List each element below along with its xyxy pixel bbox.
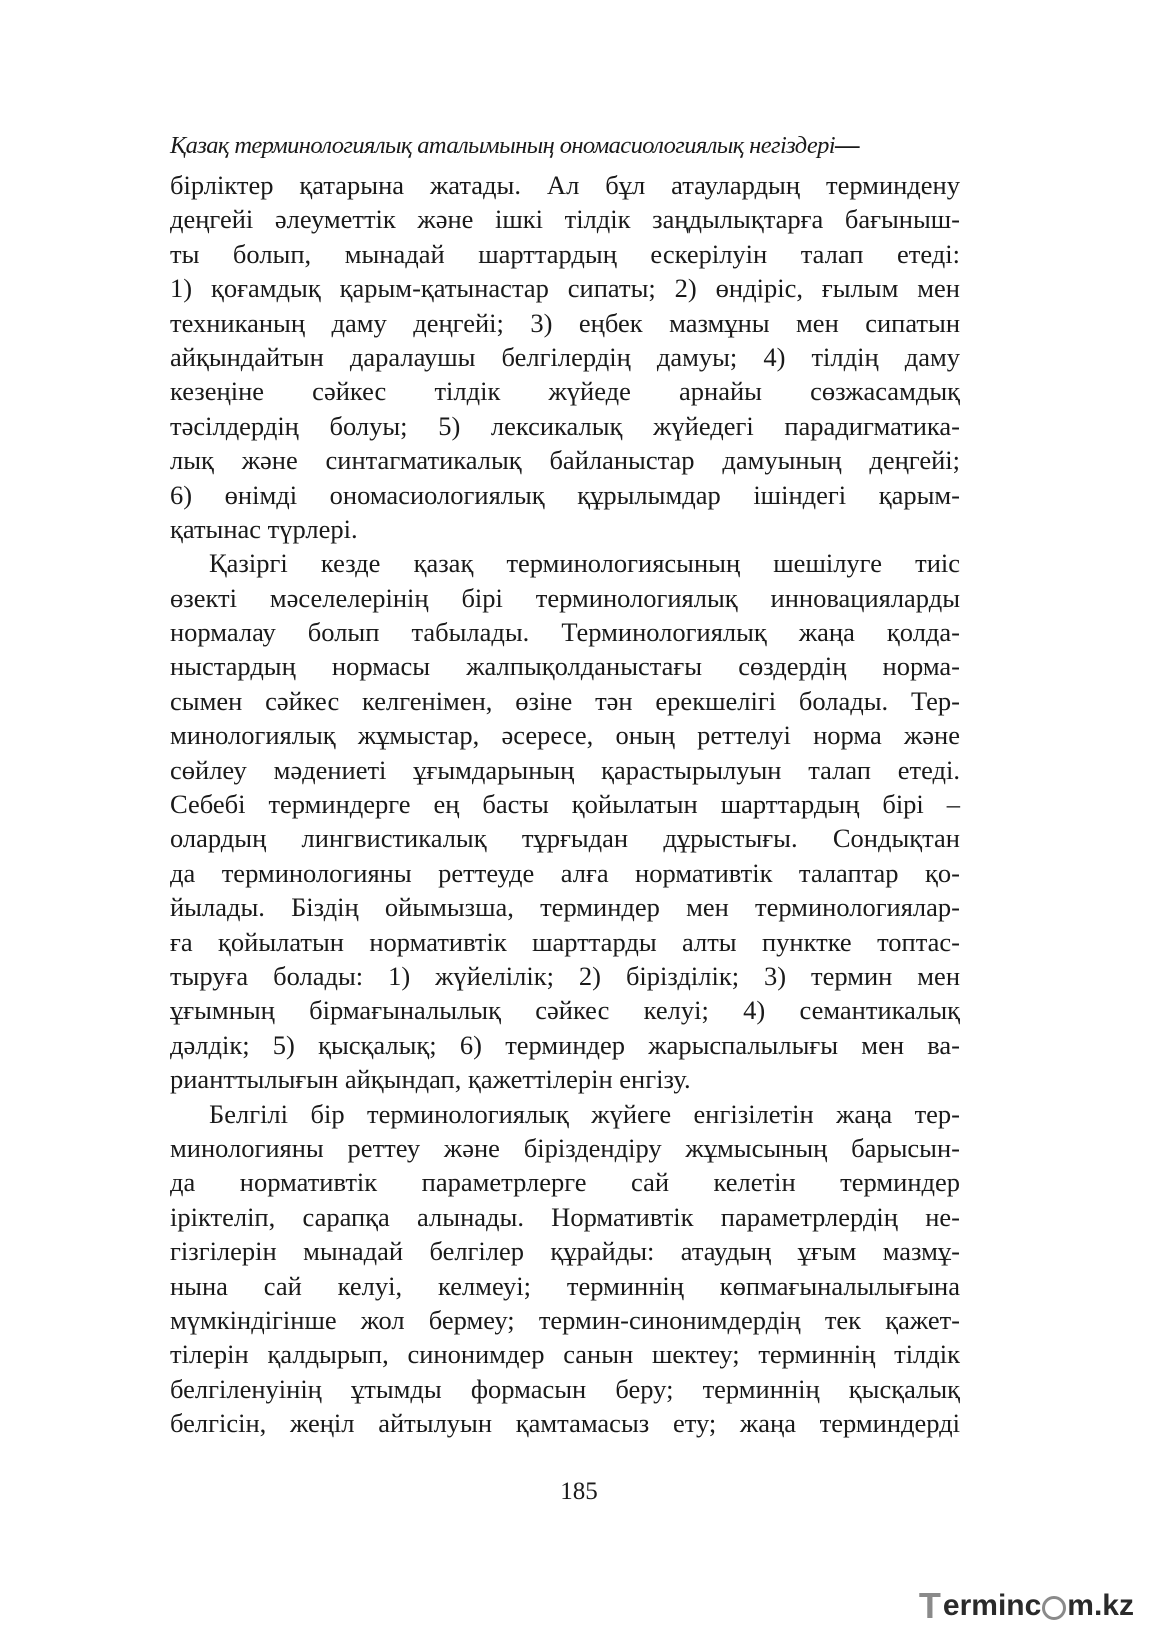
text-line: сөйлеу мәдениеті ұғымдарының қарастырылуын талап етеді.	[170, 754, 960, 785]
text-line: да терминологияны реттеуде алға нормативтік талаптар қо-	[170, 857, 960, 888]
paragraph-3	[170, 1097, 960, 1441]
watermark-text-suffix: m.kz	[1067, 1589, 1134, 1622]
paragraph-1	[170, 168, 960, 546]
text-line: минологияны реттеу және біріздендіру жұмысының барысын-	[170, 1132, 960, 1163]
text-line: тыруға болады: 1) жүйелілік; 2) бірізділік; 3) термин мен	[170, 960, 960, 991]
text-line: минологиялық жұмыстар, әсересе, оның реттелуі норма және	[170, 720, 960, 751]
text-line: өзекті мәселелерінің бірі терминологиялық инновацияларды	[170, 582, 960, 613]
paragraph-2	[170, 546, 960, 1096]
text-line: ныстардың нормасы жалпықолданыстағы сөздердің норма-	[170, 651, 960, 682]
text-line: Белгілі бір терминологиялық жүйеге енгізілетін жаңа тер-	[209, 1098, 960, 1129]
text-line: 6) өнімді ономасиологиялық құрылымдар ішіндегі қарым-	[170, 479, 960, 510]
text-line: іріктеліп, сарапқа алынады. Нормативтік параметрлердің не-	[170, 1201, 960, 1232]
text-line: сымен сәйкес келгенімен, өзіне тән ерекшелігі болады. Тер-	[170, 685, 960, 716]
watermark-t-logo: T	[918, 1585, 941, 1626]
running-title: Қазақ терминологиялық аталымының ономасиологиялық негіздері	[170, 132, 836, 159]
text-line: бірліктер қатарына жатады. Ал бұл атаулардың терминдену	[170, 170, 960, 200]
site-watermark	[919, 1585, 1134, 1627]
text-line: ға қойылатын нормативтік шарттарды алты пунктке топтас-	[170, 926, 960, 957]
magnifier-icon	[1042, 1596, 1066, 1620]
text-line: рианттылығын айқындап, қажеттілерін енгізу.	[170, 1064, 691, 1095]
text-line: айқындайтын даралаушы белгілердің дамуы; 4) тілдің даму	[170, 341, 960, 372]
page-number: 185	[560, 1478, 598, 1505]
watermark-text-mid: erminc	[942, 1589, 1042, 1622]
text-line: кезеңіне сәйкес тілдік жүйеде арнайы сөзжасамдық	[170, 376, 960, 407]
text-line: дәлдік; 5) қысқалық; 6) терминдер жарыспалылығы мен ва-	[170, 1029, 960, 1060]
text-line: техниканың даму деңгейі; 3) еңбек мазмұны мен сипатын	[170, 307, 960, 338]
text-line: йылады. Біздің ойымызша, терминдер мен терминологиялар-	[170, 892, 960, 923]
text-line: 1) қоғамдық қарым-қатынастар сипаты; 2) өндіріс, ғылым мен	[170, 273, 960, 304]
body-text	[170, 168, 960, 1440]
running-header	[170, 131, 960, 161]
text-line: олардың лингвистикалық тұрғыдан дұрыстығы. Сондықтан	[170, 823, 960, 854]
text-line: деңгейі әлеуметтік және ішкі тілдік заңдылықтарға бағыныш-	[170, 204, 960, 235]
text-line: нормалау болып табылады. Терминологиялық жаңа қолда-	[170, 617, 960, 648]
text-line: да нормативтік параметрлерге сай келетін терминдер	[170, 1167, 960, 1198]
text-line: белгісін, жеңіл айтылуын қамтамасыз ету; жаңа терминдерді	[170, 1408, 960, 1439]
text-line: мүмкіндігінше жол бермеу; термин-синонимдердің тек қажет-	[170, 1304, 960, 1335]
text-line: тілерін қалдырып, синонимдер санын шектеу; терминнің тілдік	[170, 1339, 960, 1370]
text-line: Себебі терминдерге ең басты қойылатын шарттардың бірі –	[170, 789, 960, 820]
text-line: ты болып, мынадай шарттардың ескерілуін талап етеді:	[170, 238, 960, 269]
text-line: тәсілдердің болуы; 5) лексикалық жүйедегі парадигматика-	[170, 410, 960, 441]
text-line: Қазіргі кезде қазақ терминологиясының шешілуге тиіс	[209, 548, 960, 579]
header-dash: —	[835, 132, 860, 159]
text-line: белгіленуінің ұтымды формасын беру; терминнің қысқалық	[170, 1373, 960, 1404]
text-line: ұғымның бірмағыналылық сәйкес келуі; 4) семантикалық	[170, 995, 960, 1026]
text-line: қатынас түрлері.	[170, 513, 358, 544]
text-line: лық және синтагматикалық байланыстар дамуының деңгейі;	[170, 445, 960, 476]
text-line: гізгілерін мынадай белгілер құрайды: атаудың ұғым мазмұ-	[170, 1236, 960, 1267]
text-line: нына сай келуі, келмеуі; терминнің көпмағыналылығына	[170, 1270, 960, 1301]
